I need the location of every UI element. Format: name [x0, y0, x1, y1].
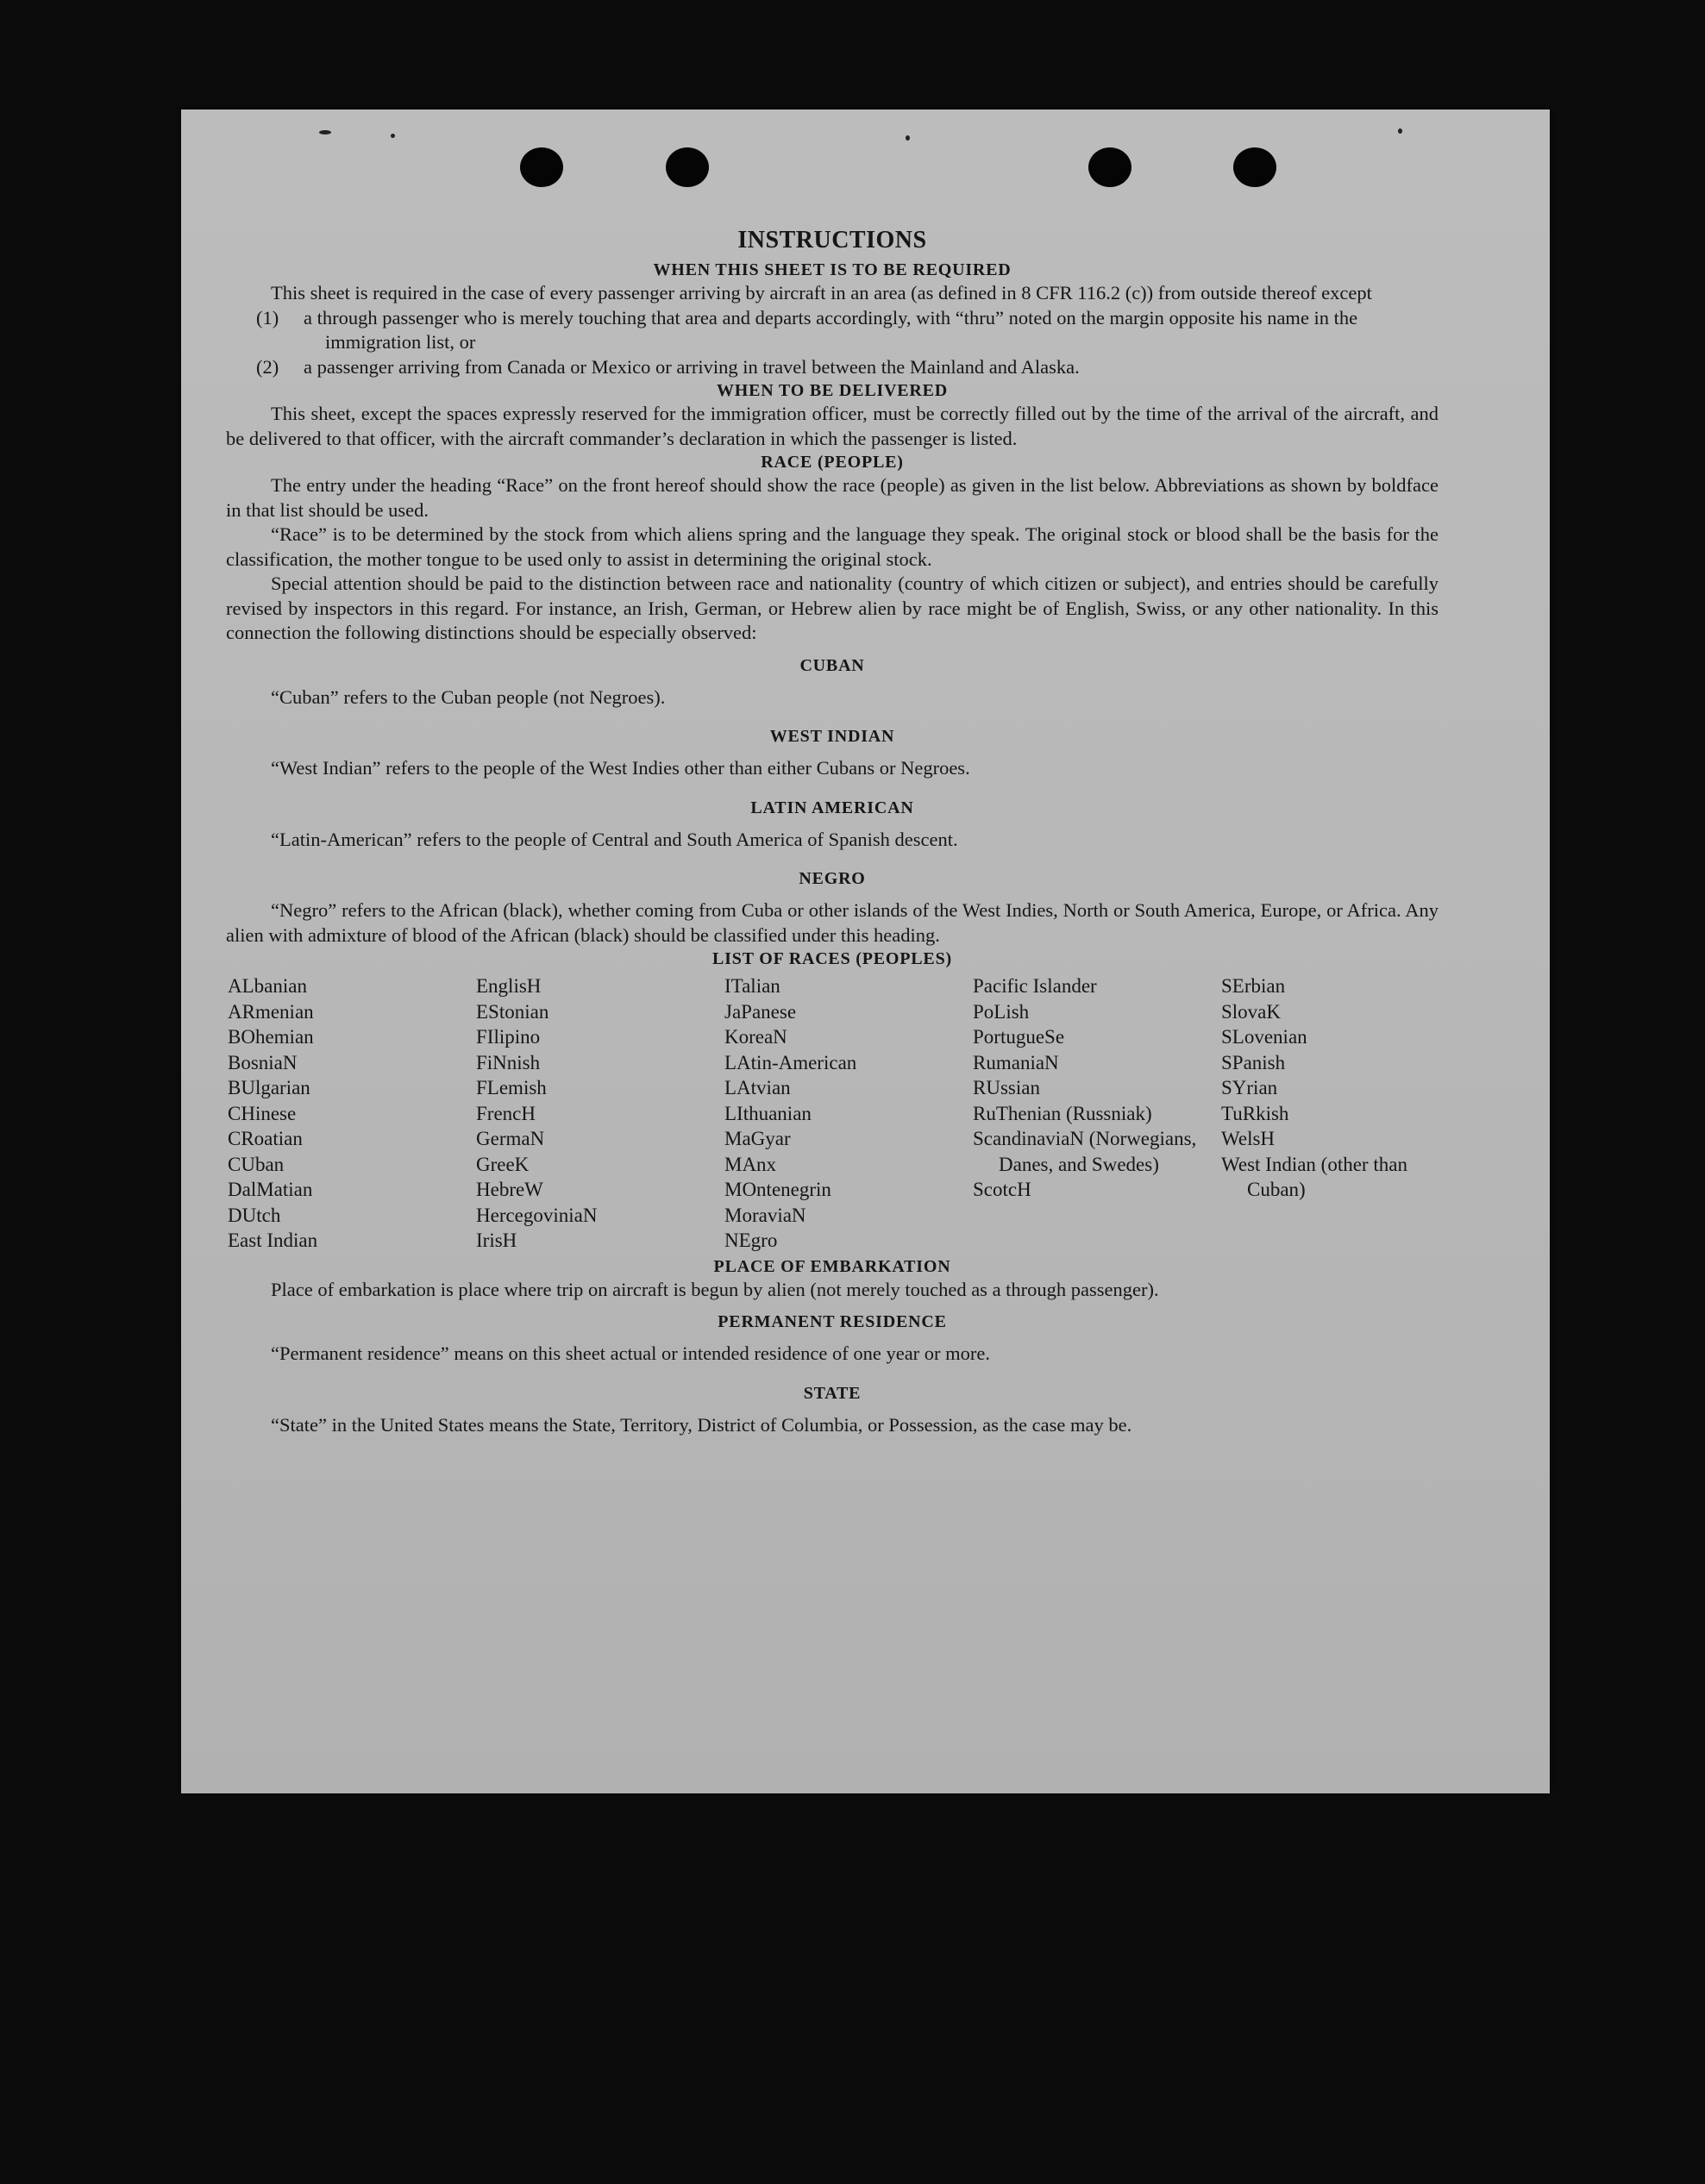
race-entry: MOntenegrin	[724, 1179, 831, 1200]
race-entry: ARmenian	[228, 1000, 314, 1023]
speck	[1398, 128, 1402, 134]
race-column-4	[973, 973, 1221, 1254]
paragraph-embarkation: Place of embarkation is place where trip on aircraft is begun by alien (not merely touched as a through passenger).	[271, 1278, 1159, 1300]
race-entry: DUtch	[228, 1204, 281, 1226]
heading-when-delivered: WHEN TO BE DELIVERED	[716, 381, 949, 400]
heading-residence: PERMANENT RESIDENCE	[718, 1312, 947, 1331]
heading-when-required: WHEN THIS SHEET IS TO BE REQUIRED	[653, 260, 1012, 279]
speck	[319, 130, 331, 135]
race-entry: DalMatian	[228, 1179, 313, 1200]
race-entry: SYrian	[1221, 1077, 1278, 1098]
race-entry: SPanish	[1221, 1051, 1286, 1073]
race-entry: FIlipino	[476, 1026, 541, 1048]
race-entry: KoreaN	[724, 1026, 787, 1048]
race-list	[228, 973, 1439, 1254]
race-entry: LIthuanian	[724, 1102, 812, 1124]
race-entry: BOhemian	[228, 1026, 314, 1048]
race-entry: RUssian	[973, 1077, 1040, 1098]
paragraph-cuban: “Cuban” refers to the Cuban people (not Negroes).	[271, 685, 666, 708]
race-entry: HebreW	[476, 1179, 543, 1200]
punch-hole	[666, 147, 709, 187]
race-entry: SLovenian	[1221, 1026, 1307, 1048]
race-entry: CRoatian	[228, 1128, 303, 1149]
race-entry: West Indian (other than Cuban)	[1221, 1153, 1407, 1200]
instructions-content	[226, 226, 1439, 1437]
punch-hole	[1233, 147, 1276, 187]
punch-hole	[520, 147, 563, 187]
race-entry: LAtin-American	[724, 1051, 857, 1073]
race-entry: ALbanian	[228, 975, 307, 997]
race-entry: RuThenian (Russniak)	[973, 1102, 1152, 1124]
race-entry: MoraviaN	[724, 1204, 806, 1226]
paragraph-latin-american: “Latin-American” refers to the people of Central and South America of Spanish descent.	[271, 828, 958, 850]
race-entry: BUlgarian	[228, 1077, 310, 1098]
item-text: a through passenger who is merely touching that area and departs accordingly, with “thru” noted on the margin opposite his name in the immigration list, or	[304, 306, 1358, 353]
race-entry: FiNnish	[476, 1051, 541, 1073]
paragraph-race-1: The entry under the heading “Race” on the front hereof should show the race (people) as given in the list below. Abbreviations as shown by boldface in that list should be used.	[226, 474, 1439, 521]
paragraph-west-indian: “West Indian” refers to the people of the West Indies other than either Cubans or Negroes.	[271, 757, 970, 779]
race-column-5	[1221, 973, 1440, 1254]
race-entry: GreeK	[476, 1153, 530, 1175]
item-number: (2)	[256, 355, 279, 378]
race-entry: PoLish	[973, 1000, 1030, 1023]
race-entry: GermaN	[476, 1128, 545, 1149]
heading-race: RACE (PEOPLE)	[761, 453, 904, 472]
paragraph-negro: “Negro” refers to the African (black), whether coming from Cuba or other islands of the West Indies, North or South America, Europe, or Africa. Any alien with admixture of blood of the African (black) should be classified under this heading.	[226, 899, 1439, 946]
document-sheet	[181, 110, 1550, 1793]
race-entry: PortugueSe	[973, 1026, 1065, 1048]
race-entry: CHinese	[228, 1102, 297, 1124]
race-entry: BosniaN	[228, 1051, 298, 1073]
race-entry: ScotcH	[973, 1179, 1031, 1200]
race-entry: WelsH	[1221, 1128, 1276, 1149]
paragraph-race-2: “Race” is to be determined by the stock from which aliens spring and the language they speak. The original stock or blood shall be the basis for the classification, the mother tongue to be used only to assist in determining the original stock.	[226, 523, 1439, 570]
heading-list-of-races: LIST OF RACES (PEOPLES)	[712, 949, 952, 968]
race-entry: HercegoviniaN	[476, 1204, 598, 1226]
race-entry: SErbian	[1221, 975, 1286, 997]
race-entry: IrisH	[476, 1230, 517, 1251]
race-entry: SlovaK	[1221, 1000, 1281, 1023]
race-entry: TuRkish	[1221, 1102, 1289, 1124]
race-entry: East Indian	[228, 1230, 318, 1251]
race-entry: LAtvian	[724, 1077, 791, 1098]
paragraph-race-3: Special attention should be paid to the distinction between race and nationality (country of which citizen or subject), and entries should be carefully revised by inspectors in this regard. For instance, an Irish, German, or Hebrew alien by race might be of English, Swiss, or any other nationality. In this connection the following distinctions should be especially observed:	[226, 573, 1439, 643]
race-entry: JaPanese	[724, 1000, 797, 1023]
race-entry: RumaniaN	[973, 1051, 1059, 1073]
race-column-1	[228, 973, 476, 1254]
page-title: INSTRUCTIONS	[737, 227, 927, 253]
heading-embarkation: PLACE OF EMBARKATION	[713, 1256, 951, 1276]
paragraph-when-delivered: This sheet, except the spaces expressly reserved for the immigration officer, must be correctly filled out by the time of the arrival of the aircraft, and be delivered to that officer, with the aircraft commander’s declaration in which the passenger is listed.	[226, 403, 1439, 449]
heading-cuban: CUBAN	[799, 655, 865, 675]
item-text: a passenger arriving from Canada or Mexico or arriving in travel between the Mainland and Alaska.	[304, 355, 1080, 378]
race-entry: EStonian	[476, 1000, 549, 1023]
race-entry: CUban	[228, 1153, 285, 1175]
race-entry: MaGyar	[724, 1128, 791, 1149]
race-entry: Pacific Islander	[973, 975, 1097, 997]
heading-latin-american: LATIN AMERICAN	[750, 798, 914, 817]
race-entry: NEgro	[724, 1230, 778, 1251]
race-entry: MAnx	[724, 1153, 777, 1175]
race-entry: FLemish	[476, 1077, 547, 1098]
race-column-2	[476, 973, 724, 1254]
race-entry: EnglisH	[476, 975, 542, 997]
race-column-3	[724, 973, 973, 1254]
speck	[906, 135, 910, 141]
race-entry: ITalian	[724, 975, 780, 997]
paragraph-state: “State” in the United States means the State, Territory, District of Columbia, or Possession, as the case may be.	[271, 1413, 1132, 1436]
heading-state: STATE	[803, 1383, 862, 1403]
list-item	[256, 355, 1439, 380]
list-item	[256, 306, 1439, 355]
race-entry: ScandinaviaN (Norwegians, Danes, and Swedes)	[973, 1128, 1197, 1175]
paragraph-when-required: This sheet is required in the case of every passenger arriving by aircraft in an area (as defined in 8 CFR 116.2 (c)) from outside thereof except	[271, 282, 1372, 304]
paragraph-residence: “Permanent residence” means on this sheet actual or intended residence of one year or more.	[271, 1342, 991, 1364]
race-entry: FrencH	[476, 1102, 536, 1124]
punch-hole	[1088, 147, 1131, 187]
heading-west-indian: WEST INDIAN	[769, 727, 895, 746]
speck	[391, 134, 395, 138]
item-number: (1)	[256, 306, 279, 329]
heading-negro: NEGRO	[799, 869, 866, 888]
